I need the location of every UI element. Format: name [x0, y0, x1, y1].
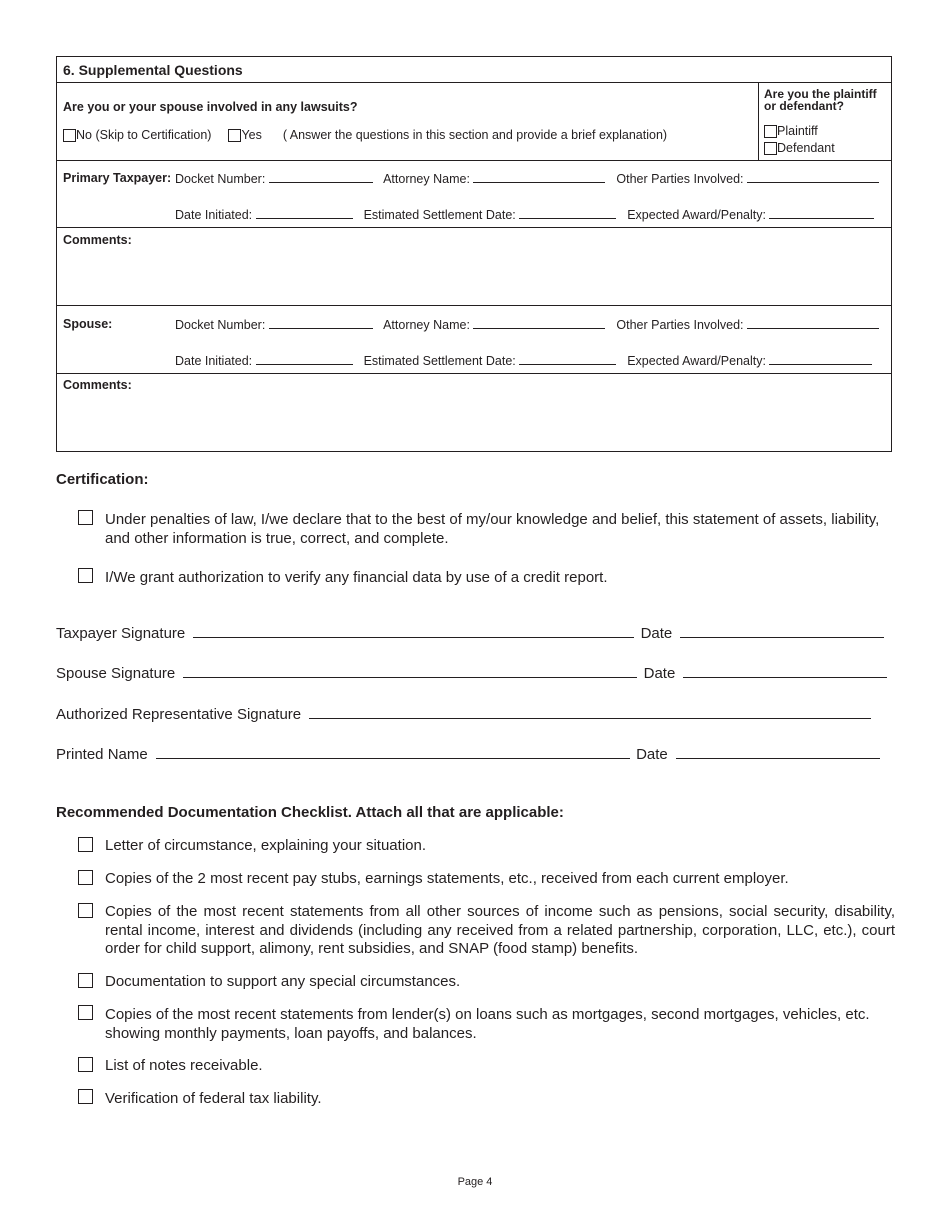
- checklist-checkbox-2[interactable]: [78, 870, 93, 885]
- checklist-item-1: Letter of circumstance, explaining your situation.: [105, 837, 426, 854]
- spouse-other-parties-label: Other Parties Involved:: [616, 318, 744, 332]
- certification-statement-1: Under penalties of law, I/we declare that to the best of my/our knowledge and belief, this statement of assets, liability, and other information is true, correct, and complete.: [105, 511, 880, 547]
- yes-note: ( Answer the questions in this section and provide a brief explanation): [282, 128, 668, 142]
- spouse-signature-row: [56, 663, 887, 682]
- spouse-label: Spouse:: [63, 317, 113, 331]
- primary-row-1: [175, 171, 879, 186]
- checklist-heading: Recommended Documentation Checklist. Attach all that are applicable:: [56, 804, 564, 821]
- primary-award-field[interactable]: [769, 207, 874, 219]
- certification-statement-2: I/We grant authorization to verify any financial data by use of a credit report.: [105, 569, 608, 586]
- spouse-date-initiated-label: Date Initiated:: [175, 354, 253, 368]
- checklist-item-3: Copies of the most recent statements from all other sources of income such as pensions, social security, disability, rental income, interest and dividends (including any received from a related partnership, corporation, LLC, etc.), court order for child support, alimony, rent subsidies, and SNAP (food stamp) benefits.: [105, 903, 895, 957]
- primary-comments-field[interactable]: [58, 228, 890, 304]
- checklist-item-4: Documentation to support any special circumstances.: [105, 973, 461, 990]
- checklist-item-7: Verification of federal tax liability.: [105, 1090, 322, 1107]
- checklist-item-2: Copies of the 2 most recent pay stubs, earnings statements, etc., received from each current employer.: [105, 870, 789, 887]
- certification-checkbox-2[interactable]: [78, 568, 93, 583]
- printed-name-date-field[interactable]: [676, 744, 880, 759]
- primary-attorney-label: Attorney Name:: [383, 172, 470, 186]
- page-number: Page 4: [457, 1176, 493, 1188]
- defendant-option: [764, 141, 835, 155]
- certification-heading: Certification:: [56, 471, 149, 488]
- checklist-checkbox-3[interactable]: [78, 903, 93, 918]
- primary-comments-label: Comments:: [63, 233, 132, 247]
- plaintiff-label: Plaintiff: [777, 124, 818, 138]
- spouse-comments-label: Comments:: [63, 378, 132, 392]
- spouse-settlement-field[interactable]: [519, 353, 616, 365]
- printed-name-field[interactable]: [156, 744, 630, 759]
- lawsuit-options: [63, 128, 667, 142]
- section-title: 6. Supplemental Questions: [63, 62, 243, 78]
- taxpayer-signature-row: [56, 623, 884, 642]
- primary-other-parties-label: Other Parties Involved:: [616, 172, 744, 186]
- representative-signature-row: [56, 704, 871, 723]
- representative-signature-label: Authorized Representative Signature: [56, 706, 302, 723]
- spouse-comments-field[interactable]: [58, 374, 890, 450]
- primary-other-parties-field[interactable]: [747, 171, 879, 183]
- supplemental-questions-section: [56, 56, 892, 452]
- taxpayer-date-field[interactable]: [680, 623, 884, 638]
- spouse-row-1: [175, 317, 879, 332]
- no-label: No (Skip to Certification): [76, 128, 212, 142]
- spouse-docket-field[interactable]: [269, 317, 373, 329]
- spouse-award-label: Expected Award/Penalty:: [627, 354, 766, 368]
- primary-settlement-label: Estimated Settlement Date:: [363, 208, 516, 222]
- spouse-settlement-label: Estimated Settlement Date:: [363, 354, 516, 368]
- yes-checkbox[interactable]: [228, 129, 241, 142]
- lawsuit-question: Are you or your spouse involved in any lawsuits?: [63, 100, 358, 114]
- primary-award-label: Expected Award/Penalty:: [627, 208, 766, 222]
- spouse-other-parties-field[interactable]: [747, 317, 879, 329]
- taxpayer-date-label: Date: [640, 625, 673, 642]
- primary-docket-label: Docket Number:: [175, 172, 266, 186]
- taxpayer-signature-label: Taxpayer Signature: [56, 625, 186, 642]
- primary-docket-field[interactable]: [269, 171, 373, 183]
- yes-label: Yes: [241, 128, 262, 142]
- defendant-checkbox[interactable]: [764, 142, 777, 155]
- spouse-docket-label: Docket Number:: [175, 318, 266, 332]
- spouse-signature-label: Spouse Signature: [56, 665, 176, 682]
- primary-attorney-field[interactable]: [473, 171, 605, 183]
- checklist-item-6: List of notes receivable.: [105, 1057, 263, 1074]
- spouse-signature-field[interactable]: [183, 663, 637, 678]
- checklist-checkbox-6[interactable]: [78, 1057, 93, 1072]
- certification-checkbox-1[interactable]: [78, 510, 93, 525]
- representative-signature-field[interactable]: [309, 704, 871, 719]
- spouse-attorney-field[interactable]: [473, 317, 605, 329]
- no-checkbox[interactable]: [63, 129, 76, 142]
- spouse-attorney-label: Attorney Name:: [383, 318, 470, 332]
- printed-name-row: [56, 744, 880, 763]
- spouse-row-2: [175, 353, 872, 368]
- primary-taxpayer-label: Primary Taxpayer:: [63, 171, 172, 185]
- plaintiff-option: [764, 124, 818, 138]
- printed-name-date-label: Date: [636, 746, 668, 763]
- role-question: Are you the plaintiff or defendant?: [764, 87, 877, 113]
- spouse-date-initiated-field[interactable]: [256, 353, 353, 365]
- plaintiff-checkbox[interactable]: [764, 125, 777, 138]
- checklist-checkbox-1[interactable]: [78, 837, 93, 852]
- taxpayer-signature-field[interactable]: [193, 623, 634, 638]
- primary-settlement-field[interactable]: [519, 207, 616, 219]
- defendant-label: Defendant: [777, 141, 835, 155]
- primary-row-2: [175, 207, 874, 222]
- checklist-item-5: Copies of the most recent statements from lender(s) on loans such as mortgages, second mortgages, vehicles, etc. showing monthly payments, loan payoffs, and balances.: [105, 1006, 870, 1042]
- primary-date-initiated-field[interactable]: [256, 207, 353, 219]
- spouse-date-field[interactable]: [683, 663, 887, 678]
- spouse-award-field[interactable]: [769, 353, 872, 365]
- checklist-checkbox-5[interactable]: [78, 1005, 93, 1020]
- checklist-checkbox-7[interactable]: [78, 1089, 93, 1104]
- checklist-checkbox-4[interactable]: [78, 973, 93, 988]
- printed-name-label: Printed Name: [56, 746, 148, 763]
- primary-date-initiated-label: Date Initiated:: [175, 208, 253, 222]
- spouse-date-label: Date: [643, 665, 676, 682]
